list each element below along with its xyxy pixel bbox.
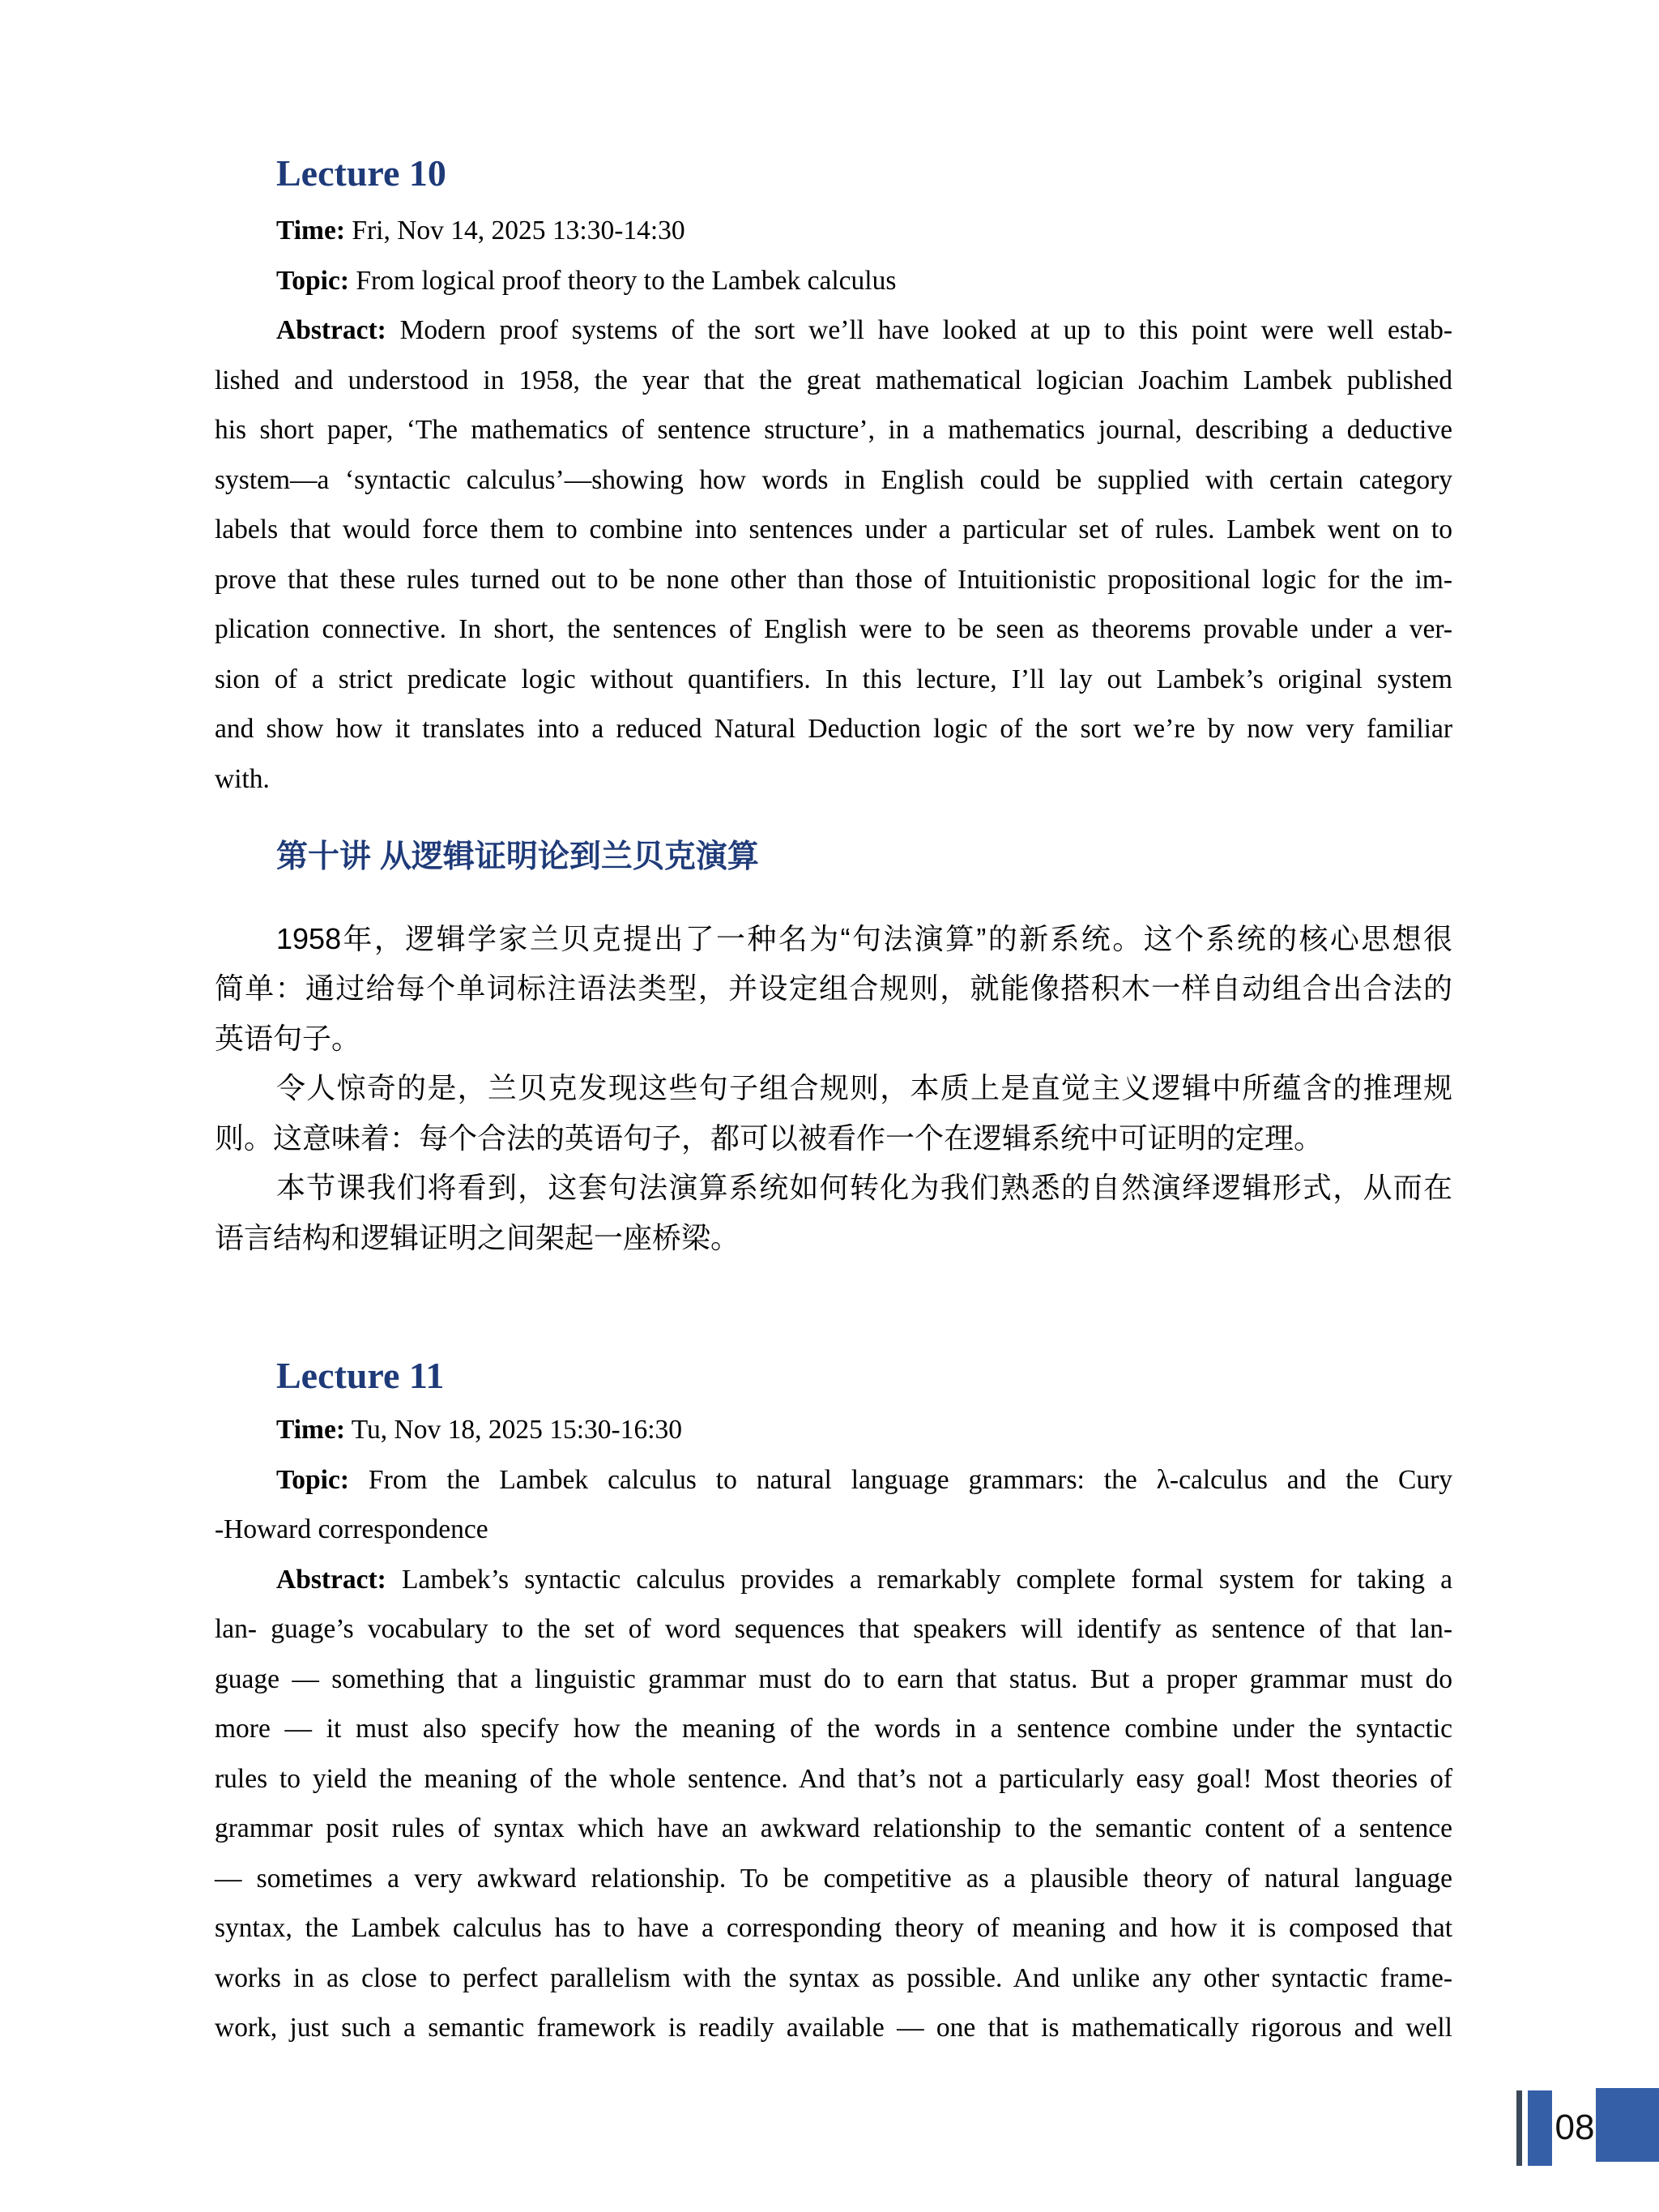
text-line: 令人惊奇的是，兰贝克发现这些句子组合规则，本质上是直觉主义逻辑中所蕴含的推理规	[276, 1071, 1452, 1104]
text-line: 英语句子。	[215, 1021, 361, 1055]
text-line: 则。这意味着：每个合法的英语句子，都可以被看作一个在逻辑系统中可证明的定理。	[215, 1121, 1324, 1155]
text-line: Time: Tu, Nov 18, 2025 15:30-16:30	[276, 1415, 683, 1445]
text-line: rules to yield the meaning of the whole sentence. And that’s not a particularly easy goal! Most theories of	[215, 1763, 1452, 1794]
lecture-10-section	[215, 151, 1452, 804]
lecture-11-section	[215, 1353, 1452, 2053]
page-number: 08	[1555, 2107, 1595, 2147]
text-line: more — it must also specify how the meaning of the words in a sentence combine under the syntactic	[215, 1714, 1452, 1744]
text-line: 语言结构和逻辑证明之间架起一座桥梁。	[215, 1220, 740, 1254]
field-label: Abstract:	[276, 1564, 386, 1595]
chinese-paragraph-3	[215, 1163, 1452, 1262]
text-line: Abstract: Lambek’s syntactic calculus provides a remarkably complete formal system for taking a	[276, 1564, 1452, 1595]
lecture-10-time-line	[215, 206, 1452, 256]
text-line: 本节课我们将看到，这套句法演算系统如何转化为我们熟悉的自然演绎逻辑形式，从而在	[276, 1171, 1452, 1204]
lecture-11-topic-line	[215, 1455, 1452, 1555]
text-line: sion of a strict predicate logic without quantifiers. In this lecture, I’ll lay out Lambek’s original system	[215, 664, 1452, 694]
text-line: works in as close to perfect parallelism with the syntax as possible. And unlike any other syntactic frame-	[215, 1962, 1452, 1993]
lecture-10-chinese-heading: 第十讲 从逻辑证明论到兰贝克演算	[276, 839, 759, 874]
text-line: system—a ‘syntactic calculus’—showing how words in English could be supplied with certain category	[215, 464, 1452, 495]
lecture-10-heading: Lecture 10	[276, 152, 446, 194]
text-line: with.	[215, 763, 270, 794]
field-label: Abstract:	[276, 315, 386, 345]
text-line: and show how it translates into a reduced Natural Deduction logic of the sort we’re by now very familiar	[215, 714, 1452, 744]
text-line: prove that these rules turned out to be none other than those of Intuitionistic propositional logic for the im-	[215, 564, 1452, 595]
text-line: guage — something that a linguistic grammar must do to earn that status. But a proper grammar must do	[215, 1663, 1452, 1694]
footer-thin-accent-bar	[1516, 2090, 1522, 2166]
field-label: Topic:	[276, 265, 349, 296]
chinese-paragraph-2	[215, 1063, 1452, 1163]
lecture-10-abstract-paragraph	[215, 305, 1452, 804]
field-label: Time:	[276, 1415, 345, 1445]
lecture-10-chinese-section	[215, 832, 1452, 1262]
footer-corner-block	[1596, 2088, 1659, 2162]
text-line: — sometimes a very awkward relationship. To be competitive as a plausible theory of natural language	[215, 1863, 1452, 1894]
text-line: 简单：通过给每个单词标注语法类型，并设定组合规则，就能像搭积木一样自动组合出合法的	[215, 971, 1452, 1005]
text-line: -Howard correspondence	[215, 1514, 488, 1544]
lecture-11-heading: Lecture 11	[276, 1355, 445, 1396]
page-content	[215, 0, 1452, 2053]
field-label: Time:	[276, 216, 345, 246]
text-line: Abstract: Modern proof systems of the sort we’ll have looked at up to this point were well estab-	[276, 315, 1452, 345]
chinese-paragraph-1	[215, 914, 1452, 1064]
lecture-11-abstract-paragraph	[215, 1555, 1452, 2053]
field-label: Topic:	[276, 1464, 349, 1495]
text-line: lan- guage’s vocabulary to the set of word sequences that speakers will identify as sentence of that lan-	[215, 1614, 1452, 1644]
lecture-10-topic-line	[215, 256, 1452, 306]
text-line: syntax, the Lambek calculus has to have a corresponding theory of meaning and how it is composed that	[215, 1913, 1452, 1943]
text-line: plication connective. In short, the sentences of English were to be seen as theorems provable under a ver-	[215, 614, 1452, 644]
text-line: his short paper, ‘The mathematics of sentence structure’, in a mathematics journal, describing a deductive	[215, 415, 1452, 445]
text-line: labels that would force them to combine into sentences under a particular set of rules. Lambek went on to	[215, 515, 1452, 544]
text-line: Time: Fri, Nov 14, 2025 13:30-14:30	[276, 216, 685, 246]
text-line: Topic: From the Lambek calculus to natural language grammars: the λ-calculus and the Cury	[276, 1464, 1452, 1495]
lecture-11-time-line	[215, 1405, 1452, 1455]
text-line: 1958年，逻辑学家兰贝克提出了一种名为“句法演算”的新系统。这个系统的核心思想很	[276, 921, 1452, 955]
footer-wide-accent-bar	[1528, 2090, 1552, 2166]
text-line: lished and understood in 1958, the year that the great mathematical logician Joachim Lambek published	[215, 365, 1452, 395]
text-line: Topic: From logical proof theory to the Lambek calculus	[276, 265, 897, 296]
text-line: grammar posit rules of syntax which have an awkward relationship to the semantic content of a sentence	[215, 1813, 1452, 1843]
text-line: work, just such a semantic framework is readily available — one that is mathematically rigorous and well	[215, 2013, 1452, 2043]
